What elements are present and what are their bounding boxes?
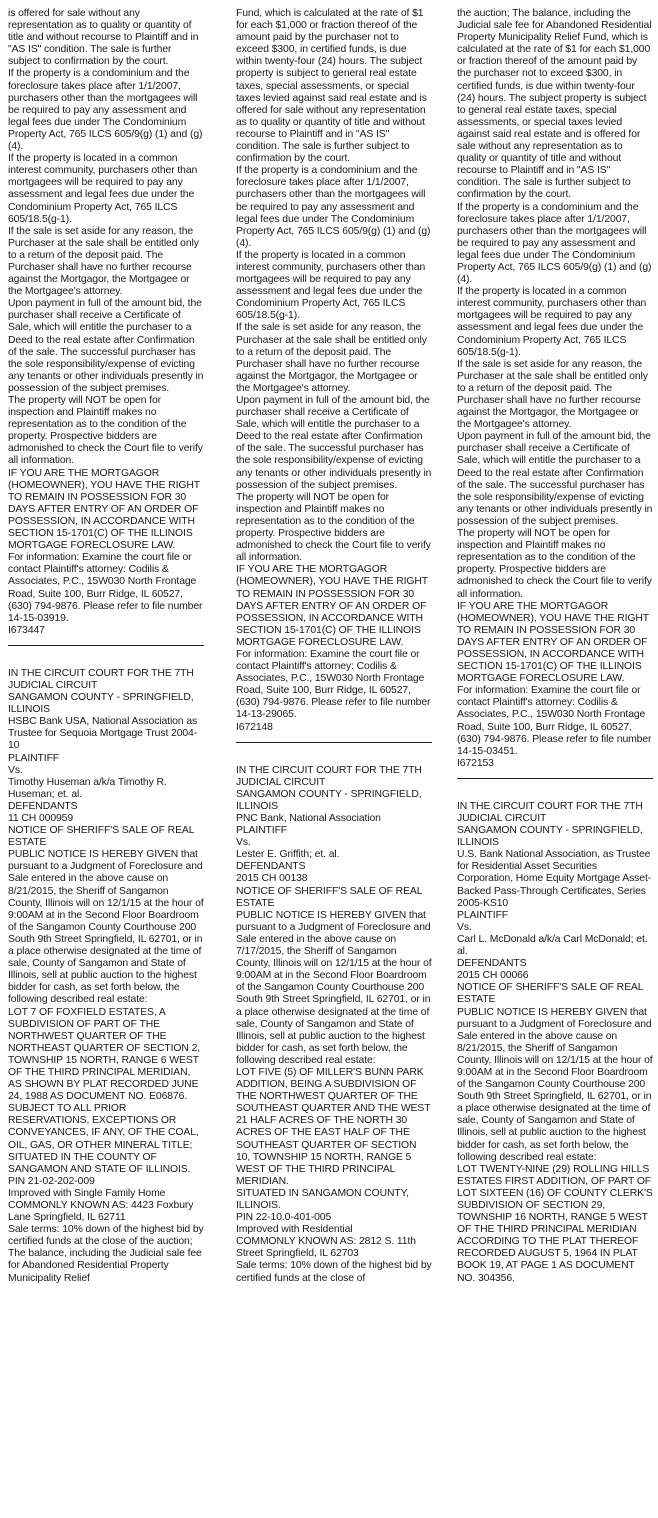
notice-body: PUBLIC NOTICE IS HEREBY GIVEN that pursuant to a Judgment of Foreclosure and Sale entered in the above cause on 8/21/2015, the Sheriff of Sangamon County, Illinois will on 12/1/15 at the hour of 9:00AM at in the Second Floor Boardroom of the Sangamon County Courthouse 200 South 9th Street Springfield, IL 62701, or in a place otherwise designated at the time of sale, County of Sangamon and State of Illinois, sell at public auction to the highest bidder for cash, as set forth below, the following described real estate:	[457, 1006, 653, 1163]
court-header: IN THE CIRCUIT COURT FOR THE 7TH JUDICIAL CIRCUIT	[457, 800, 643, 824]
defendant-name: Lester E. Griffith; et. al.	[236, 849, 340, 861]
improvement: Improved with Single Family Home	[8, 1187, 166, 1199]
notice-2-body: If the sale is set aside for any reason, the Purchaser at the sale shall be entitled only to a return of the deposit paid. The Purchaser shall have no further recourse against the Mortgagor, the Mortgagee or the Mortgagee's attorney.	[236, 322, 427, 394]
notice-3-body: If the property is located in a common interest community, purchasers other than mortgagees will be required to pay any assessment and legal fees due under the Condominium Property Act, 765 ILCS 605/18.5(g-1).	[457, 286, 647, 358]
sale-terms: Sale terms: 10% down of the highest bid by certified funds at the close of the auction; The balance, including the Judicial sale fee for Abandoned Residential Property Municipality Relief	[8, 1224, 204, 1284]
notice-3-body: the auction; The balance, including the Judicial sale fee for Abandoned Residential Property Municipality Relief Fund, which is calculated at the rate of $1 for each $1,000 or fraction thereof of the amount paid by the purchaser not to exceed $300, in certified funds, is due within twenty-four (24) hours. The subject property is subject to general real estate taxes, special assessments, or special taxes levied against said real estate and is offered for sale without any representation as to quality or quantity of title and without recourse to Plaintiff and in "AS IS" condition. The sale is further subject to confirmation by the court.	[457, 8, 652, 201]
improvement: Improved with Residential	[236, 1224, 353, 1236]
situated: SITUATED IN SANGAMON COUNTY, ILLINOIS.	[236, 1187, 409, 1211]
versus: Vs.	[8, 764, 23, 776]
notice-1-body: The property will NOT be open for inspection and Plaintiff makes no representation as to the condition of the property. Prospective bidders are admonished to check the Court file to verify all information.	[8, 395, 203, 467]
county-line: SANGAMON COUNTY - SPRINGFIELD, ILLINOIS	[8, 692, 194, 716]
notice-title: NOTICE OF SHERIFF'S SALE OF REAL ESTATE	[457, 982, 644, 1006]
notice-3-body: The property will NOT be open for inspection and Plaintiff makes no representation as to the condition of the property. Prospective bidders are admonished to check the Court file to verify all information.	[457, 528, 652, 600]
pin: PIN 21-02-202-009	[8, 1175, 95, 1187]
plaintiff-name: HSBC Bank USA, National Association as Trustee for Sequoia Mortgage Trust 2004-10	[8, 716, 198, 752]
notice-2-body: If the property is a condominium and the foreclosure takes place after 1/1/2007, purchasers other than the mortgagees will be required to pay any assessment and legal fees due under The Condominium Property Act, 765 ILCS 605/9(g) (1) and (g)(4).	[236, 165, 431, 249]
plaintiff-name: PNC Bank, National Association	[236, 813, 381, 824]
county-line: SANGAMON COUNTY - SPRINGFIELD, ILLINOIS	[457, 825, 643, 849]
notice-body: PUBLIC NOTICE IS HEREBY GIVEN that pursuant to a Judgment of Foreclosure and Sale entered in the above cause on 7/17/2015, the Sheriff of Sangamon County, Illinois will on 12/1/15 at the hour of 9:00AM at in the Second Floor Boardroom of the Sangamon County Courthouse 200 South 9th Street Springfield, IL 62701, or in a place otherwise designated at the time of sale, County of Sangamon and State of Illinois, sell at public auction to the highest bidder for cash, as set forth below, the following described real estate:	[236, 909, 432, 1066]
notice-title: NOTICE OF SHERIFF'S SALE OF REAL ESTATE	[236, 885, 423, 909]
notice-1-body: IF YOU ARE THE MORTGAGOR (HOMEOWNER), YOU HAVE THE RIGHT TO REMAIN IN POSSESSION FOR 30 DAYS AFTER ENTRY OF AN ORDER OF POSSESSION, IN ACCORDANCE WITH SECTION 15-1701(C) OF THE ILLINOIS MORTGAGE FORECLOSURE LAW.	[8, 467, 200, 552]
versus: Vs.	[236, 837, 251, 849]
case-number: 11 CH 000959	[8, 813, 74, 824]
pin: PIN 22-10.0-401-005	[236, 1212, 332, 1224]
notice-3-body: Upon payment in full of the amount bid, the purchaser shall receive a Certificate of Sale, which will entitle the purchaser to a Deed to the real estate after Confirmation of the sale. The successful purchaser has the sole responsibility/expense of evicting any tenants or other individuals presently in possession of the subject premises.	[457, 431, 653, 527]
notice-1-body: If the sale is set aside for any reason, the Purchaser at the sale shall be entitled only to a return of the deposit paid. The Purchaser shall have no further recourse against the Mortgagor, the Mortgagee or the Mortgagee's attorney.	[8, 225, 199, 298]
notice-3-body: For information: Examine the court file or contact Plaintiff's attorney: Codilis & Associates, P.C., 15W030 North Frontage Road, Suite 100, Burr Ridge, IL 60527, (630) 794-9876. Please refer to file number 14-15-03451.	[457, 685, 652, 757]
separator-rule	[236, 742, 432, 743]
notice-body: PUBLIC NOTICE IS HEREBY GIVEN that pursuant to a Judgment of Foreclosure and Sale entered in the above cause on 8/21/2015, the Sheriff of Sangamon County, Illinois will on 12/1/15 at the hour of 9:00AM at in the Second Floor Boardroom of the Sangamon County Courthouse 200 South 9th Street Springfield, IL 62701, or in a place otherwise designated at the time of sale, County of Sangamon and State of Illinois, sell at public auction to the highest bidder for cash, as set forth below, the following described real estate:	[8, 849, 204, 1006]
court-header: IN THE CIRCUIT COURT FOR THE 7TH JUDICIAL CIRCUIT	[236, 764, 422, 788]
plaintiff-label: PLAINTIFF	[236, 825, 288, 837]
column-3	[457, 8, 653, 1285]
notice-1-body: If the property is located in a common interest community, purchasers other than mortgagees will be required to pay any assessment and legal fees due under the Condominium Property Act, 765 ILCS 605/18.5(g-1).	[8, 153, 198, 225]
court-header: IN THE CIRCUIT COURT FOR THE 7TH JUDICIAL CIRCUIT	[8, 667, 194, 691]
notice-2-body: IF YOU ARE THE MORTGAGOR (HOMEOWNER), YOU HAVE THE RIGHT TO REMAIN IN POSSESSION FOR 30 DAYS AFTER ENTRY OF AN ORDER OF POSSESSION, IN ACCORDANCE WITH SECTION 15-1701(C) OF THE ILLINOIS MORTGAGE FORECLOSURE LAW.	[236, 564, 428, 648]
separator-rule	[8, 645, 204, 646]
notice-2-body: Fund, which is calculated at the rate of $1 for each $1,000 or fraction thereof of the amount paid by the purchaser not to exceed $300, in certified funds, is due within twenty-four (24) hours. The subject property is subject to general real estate taxes, special assessments, or special taxes levied against said real estate and is offered for sale without any representation as to quality or quantity of title and without recourse to Plaintiff and in "AS IS" condition. The sale is further subject to confirmation by the court.	[236, 8, 427, 165]
versus: Vs.	[457, 921, 472, 933]
notice-1-id: I673447	[8, 624, 45, 636]
defendants-label: DEFENDANTS	[457, 958, 527, 970]
notice-2-id: I672148	[236, 721, 273, 733]
defendants-label: DEFENDANTS	[236, 861, 306, 873]
notice-2-body: The property will NOT be open for inspection and Plaintiff makes no representation as to the condition of the property. Prospective bidders are admonished to check the Court file to verify all information.	[236, 491, 431, 564]
sale-terms: Sale terms: 10% down of the highest bid by certified funds at the close of	[236, 1260, 432, 1284]
plaintiff-label: PLAINTIFF	[457, 909, 509, 921]
notice-1-body: For information: Examine the court file or contact Plaintiff's attorney: Codilis & Associates, P.C., 15W030 North Frontage Road, Suite 100, Burr Ridge, IL 60527, (630) 794-9876. Please refer to file number 14-15-03919.	[8, 552, 203, 624]
notice-2-body: For information: Examine the court file or contact Plaintiff's attorney: Codilis & Associates, P.C., 15W030 North Frontage Road, Suite 100, Burr Ridge, IL 60527, (630) 794-9876. Please refer to file number 14-13-29065.	[236, 648, 431, 721]
plaintiff-name: U.S. Bank National Association, as Trustee for Residential Asset Securities Corporation, Home Equity Mortgage Asset-Backed Pass-Through Certificates, Series 2005-KS10	[457, 849, 652, 909]
legal-description: LOT FIVE (5) OF MILLER'S BUNN PARK ADDITION, BEING A SUBDIVISION OF THE NORTHWEST QUARTER OF THE SOUTHEAST QUARTER AND THE WEST 21 HALF ACRES OF THE NORTH 30 ACRES OF THE EAST HALF OF THE SOUTHEAST QUARTER OF SECTION 10, TOWNSHIP 15 NORTH, RANGE 5 WEST OF THE THIRD PRINCIPAL MERIDIAN.	[236, 1066, 431, 1187]
case-number: 2015 CH 00138	[236, 873, 308, 885]
notice-3-id: I672153	[457, 757, 494, 769]
defendant-name: Timothy Huseman a/k/a Timothy R. Huseman; et. al.	[8, 776, 167, 800]
notice-title: NOTICE OF SHERIFF'S SALE OF REAL ESTATE	[8, 825, 195, 849]
defendant-name: Carl L. McDonald a/k/a Carl McDonald; et. al.	[457, 933, 648, 958]
address: COMMONLY KNOWN AS: 4423 Foxbury Lane Springfield, IL 62711	[8, 1200, 194, 1224]
legal-description: LOT TWENTY-NINE (29) ROLLING HILLS ESTATES FIRST ADDITION, OF PART OF LOT SIXTEEN (16) OF COUNTY CLERK'S SUBDIVISION OF SECTION 29, TOWNSHIP 16 NORTH, RANGE 5 WEST OF THE THIRD PRINCIPAL MERIDIAN ACCORDING TO THE PLAT THEREOF RECORDED AUGUST 5, 1964 IN PLAT BOOK 19, AT PAGE 1 AS DOCUMENT NO. 304356.	[457, 1163, 653, 1284]
notice-1-body: Upon payment in full of the amount bid, the purchaser shall receive a Certificate of Sale, which will entitle the purchaser to a Deed to the real estate after Confirmation of the sale. The successful purchaser has the sole responsibility/expense of evicting any tenants or other individuals presently in possession of the subject premises.	[8, 298, 204, 394]
case-number: 2015 CH 00066	[457, 970, 529, 982]
notice-1-body: If the property is a condominium and the foreclosure takes place after 1/1/2007, purchasers other than the mortgagees will be required to pay any assessment and legal fees due under The Condominium Property Act, 765 ILCS 605/9(g) (1) and (g)(4).	[8, 68, 203, 153]
notice-2-body: Upon payment in full of the amount bid, the purchaser shall receive a Certificate of Sale, which will entitle the purchaser to a Deed to the real estate after Confirmation of the sale. The successful purchaser has the sole responsibility/expense of evicting any tenants or other individuals presently in possession of the subject premises.	[236, 395, 432, 491]
notice-3-body: If the sale is set aside for any reason, the Purchaser at the sale shall be entitled only to a return of the deposit paid. The Purchaser shall have no further recourse against the Mortgagor, the Mortgagee or the Mortgagee's attorney.	[457, 358, 648, 431]
notice-3-body: IF YOU ARE THE MORTGAGOR (HOMEOWNER), YOU HAVE THE RIGHT TO REMAIN IN POSSESSION FOR 30 DAYS AFTER ENTRY OF AN ORDER OF POSSESSION, IN ACCORDANCE WITH SECTION 15-1701(C) OF THE ILLINOIS MORTGAGE FORECLOSURE LAW.	[457, 600, 649, 685]
county-line: SANGAMON COUNTY - SPRINGFIELD, ILLINOIS	[236, 788, 422, 812]
notice-3-body: If the property is a condominium and the foreclosure takes place after 1/1/2007, purchasers other than the mortgagees will be required to pay any assessment and legal fees due under The Condominium Property Act, 765 ILCS 605/9(g) (1) and (g)(4).	[457, 201, 652, 286]
notice-1-body: is offered for sale without any representation as to quality or quantity of title and without recourse to Plaintiff and in "AS IS" condition. The sale is further subject to confirmation by the court.	[8, 8, 199, 68]
column-2	[236, 8, 432, 1285]
separator-rule	[457, 778, 653, 779]
defendants-label: DEFENDANTS	[8, 800, 78, 812]
notice-2-body: If the property is located in a common interest community, purchasers other than mortgagees will be required to pay any assessment and legal fees due under the Condominium Property Act, 765 ILCS 605/18.5(g-1).	[236, 249, 426, 322]
address: COMMONLY KNOWN AS: 2812 S. 11th Street Springfield, IL 62703	[236, 1236, 416, 1260]
column-1	[8, 8, 204, 1285]
plaintiff-label: PLAINTIFF	[8, 752, 60, 764]
legal-description: LOT 7 OF FOXFIELD ESTATES, A SUBDIVISION OF PART OF THE NORTHWEST QUARTER OF THE NORTHEAST QUARTER OF SECTION 2, TOWNSHIP 15 NORTH, RANGE 6 WEST OF THE THIRD PRINCIPAL MERIDIAN, AS SHOWN BY PLAT RECORDED JUNE 24, 1988 AS DOCUMENT NO. E06876. SUBJECT TO ALL PRIOR RESERVATIONS, EXCEPTIONS OR CONVEYANCES, IF ANY, OF THE COAL, OIL, GAS, OR OTHER MINERAL TITLE; SITUATED IN THE COUNTY OF SANGAMON AND STATE OF ILLINOIS.	[8, 1006, 201, 1175]
